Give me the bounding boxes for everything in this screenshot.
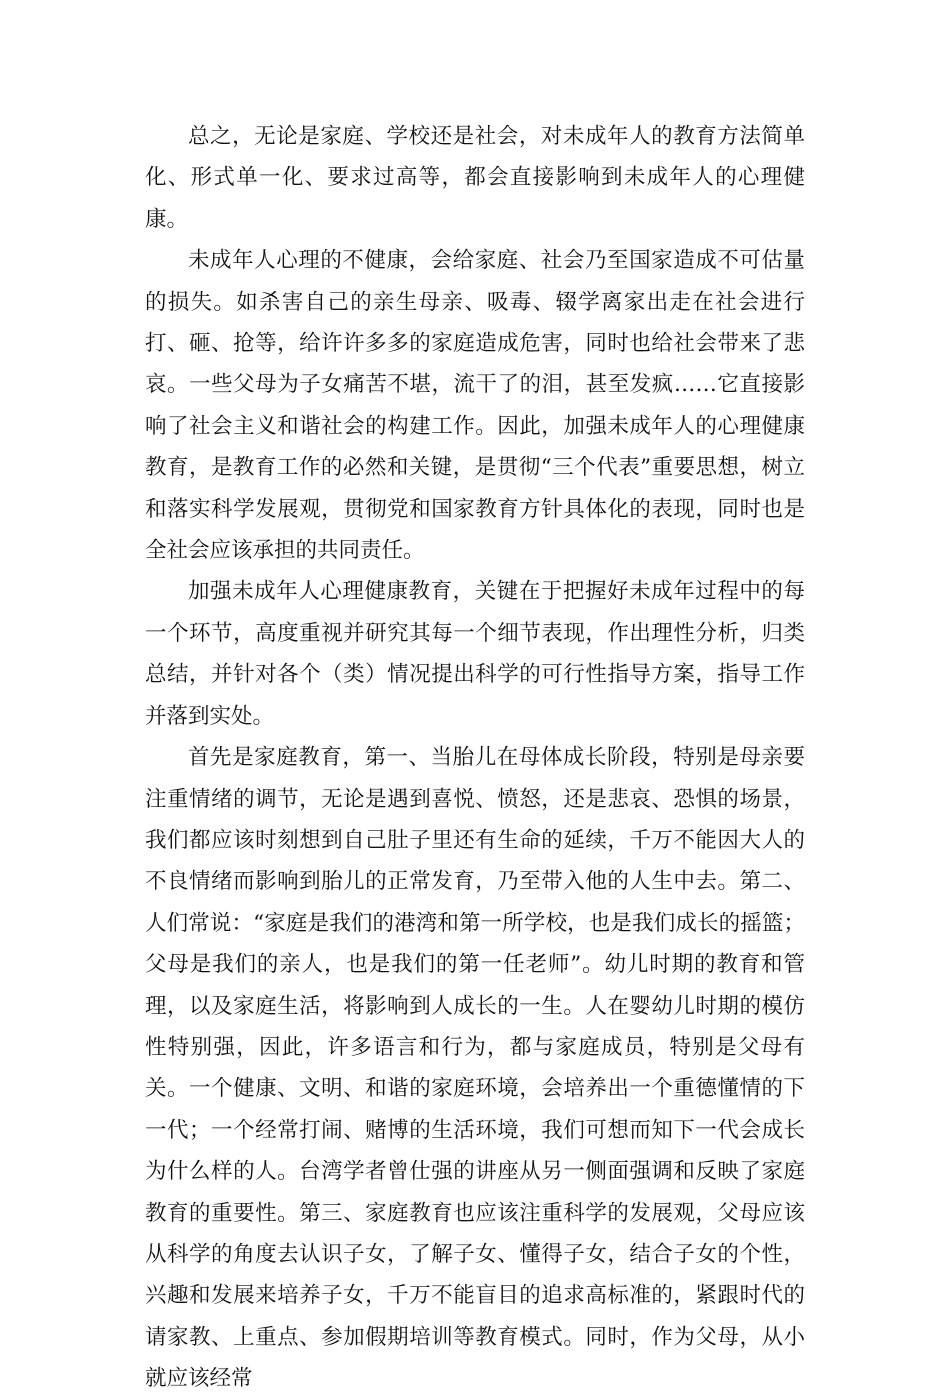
paragraph-family-education: 首先是家庭教育，第一、当胎儿在母体成长阶段，特别是母亲要注重情绪的调节，无论是遇到喜悦、愤怒，还是悲哀、恐惧的场景，我们都应该时刻想到自己肚子里还有生命的延续，千万不能因大人的不良情绪而影响到胎儿的正常发育，乃至带入他的人生中去。第二、人们常说：“家庭是我们的港湾和第一所学校，也是我们成长的摇篮；父母是我们的亲人，也是我们的第一任老师”。幼儿时期的教育和管理，以及家庭生活，将影响到人成长的一生。人在婴幼儿时期的模仿性特别强，因此，许多语言和行为，都与家庭成员，特别是父母有关。一个健康、文明、和谐的家庭环境，会培养出一个重德懂情的下一代；一个经常打闹、赌博的生活环境，我们可想而知下一代会成长为什么样的人。台湾学者曾仕强的讲座从另一侧面强调和反映了家庭教育的重要性。第三、家庭教育也应该注重科学的发展观，父母应该从科学的角度去认识子女，了解子女、懂得子女，结合子女的个性，兴趣和发展来培养子女，千万不能盲目的追求高标准的，紧跟时代的请家教、上重点、参加假期培训等教育模式。同时，作为父母，从小就应该经常 — [145, 745, 805, 1392]
paragraph-summary: 总之，无论是家庭、学校还是社会，对未成年人的教育方法简单化、形式单一化、要求过高等，都会直接影响到未成年人的心理健康。 — [145, 124, 805, 232]
paragraph-key-points: 加强未成年人心理健康教育，关键在于把握好未成年过程中的每一个环节，高度重视并研究其每一个细节表现，作出理性分析，归类总结，并针对各个（类）情况提出科学的可行性指导方案，指导工作并落到实处。 — [145, 579, 805, 729]
document-body — [145, 116, 805, 1400]
paragraph-consequences: 未成年人心理的不健康，会给家庭、社会乃至国家造成不可估量的损失。如杀害自己的亲生母亲、吸毒、辍学离家出走在社会进行打、砸、抢等，给许许多多的家庭造成危害，同时也给社会带来了悲哀。一些父母为子女痛苦不堪，流干了的泪，甚至发疯……它直接影响了社会主义和谐社会的构建工作。因此，加强未成年人的心理健康教育，是教育工作的必然和关键，是贯彻“三个代表”重要思想，树立和落实科学发展观，贯彻党和国家教育方针具体化的表现，同时也是全社会应该承担的共同责任。 — [145, 248, 805, 564]
